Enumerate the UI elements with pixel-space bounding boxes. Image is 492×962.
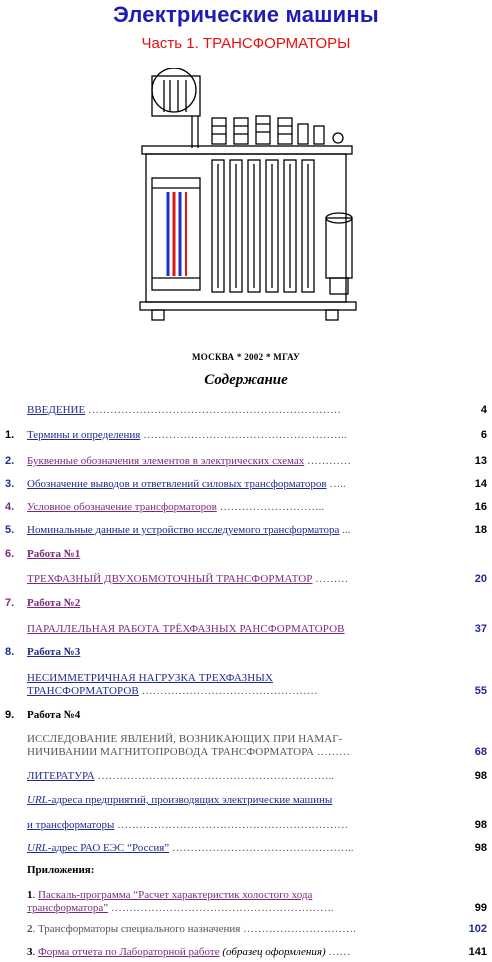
toc-page: 141 xyxy=(468,946,487,958)
toc-link-parallel[interactable]: ПАРАЛЛЕЛЬНАЯ РАБОТА ТРЁХФАЗНЫХ РАНСФОРМАТОРОВ xyxy=(27,623,345,635)
toc-page: 99 xyxy=(474,902,487,914)
toc-link-work-1[interactable]: Работа №1 xyxy=(27,548,81,560)
toc-link-manufacturers-2[interactable]: и трансформаторы xyxy=(27,819,115,831)
toc-link-intro[interactable]: ВВЕДЕНИЕ xyxy=(27,404,86,416)
toc-page: 6 xyxy=(480,429,487,441)
document-subtitle: Часть 1. ТРАНСФОРМАТОРЫ xyxy=(141,35,351,52)
toc-link-pascal-2[interactable]: трансформатора” xyxy=(27,902,109,914)
document-title: Электрические машины xyxy=(113,2,379,27)
toc-page: 98 xyxy=(474,842,487,854)
toc-page: 55 xyxy=(474,685,487,697)
toc-link-report-form[interactable]: Форма отчета по Лабораторной работе xyxy=(38,946,220,958)
toc-page: 16 xyxy=(474,501,487,513)
toc-link-terminals[interactable]: Обозначение выводов и ответвлений силовых трансформаторов xyxy=(27,478,327,490)
transformer-illustration xyxy=(112,68,374,336)
toc-page: 102 xyxy=(468,923,487,935)
toc-work-4: Работа №4 xyxy=(27,709,81,721)
toc-magnetization: ИССЛЕДОВАНИЕ ЯВЛЕНИЙ, ВОЗНИКАЮЩИХ ПРИ НАМАГ- xyxy=(27,733,343,745)
toc-link-rao-ees[interactable]: URL-адрес РАО ЕЭС “Россия” xyxy=(27,842,170,854)
toc-page: 68 xyxy=(474,746,487,758)
toc-page: 18 xyxy=(474,524,487,536)
toc-link-letter-designations[interactable]: Буквенные обозначения элементов в электрических схемах xyxy=(27,455,305,467)
toc-link-work-3[interactable]: Работа №3 xyxy=(27,646,81,658)
toc-link-three-phase[interactable]: ТРЕХФАЗНЫЙ ДВУХОБМОТОЧНЫЙ ТРАНСФОРМАТОР xyxy=(27,573,313,585)
toc-page: 13 xyxy=(474,455,487,467)
toc-link-symbols[interactable]: Условное обозначение трансформаторов xyxy=(27,501,217,513)
toc-link-manufacturers[interactable]: URL-адреса предприятий, производящих электрические машины xyxy=(27,794,333,806)
toc-link-asymmetric-2[interactable]: ТРАНСФОРМАТОРОВ xyxy=(27,685,139,697)
toc-page: 98 xyxy=(474,819,487,831)
toc-link-work-2[interactable]: Работа №2 xyxy=(27,597,81,609)
toc-special-transformers: Трансформаторы специального назначения xyxy=(38,923,241,935)
toc-link-pascal[interactable]: Паскаль-программа “Расчет характеристик холостого хода xyxy=(38,889,313,901)
toc-link-literature[interactable]: ЛИТЕРАТУРА xyxy=(27,770,95,782)
toc-page: 20 xyxy=(474,573,487,585)
toc-page: 98 xyxy=(474,770,487,782)
toc-link-asymmetric[interactable]: НЕСИММЕТРИЧНАЯ НАГРУЗКА ТРЕХФАЗНЫХ xyxy=(27,672,273,684)
imprint: МОСКВА * 2002 * МГАУ xyxy=(191,352,301,362)
toc-heading: Содержание xyxy=(204,372,288,388)
toc-page: 37 xyxy=(474,623,487,635)
toc-link-rated-data[interactable]: Номинальные данные и устройство исследуемого трансформатора xyxy=(27,524,340,536)
toc-page: 14 xyxy=(474,478,487,490)
toc-page: 4 xyxy=(480,404,487,416)
toc-link-terms[interactable]: Термины и определения xyxy=(27,429,141,441)
